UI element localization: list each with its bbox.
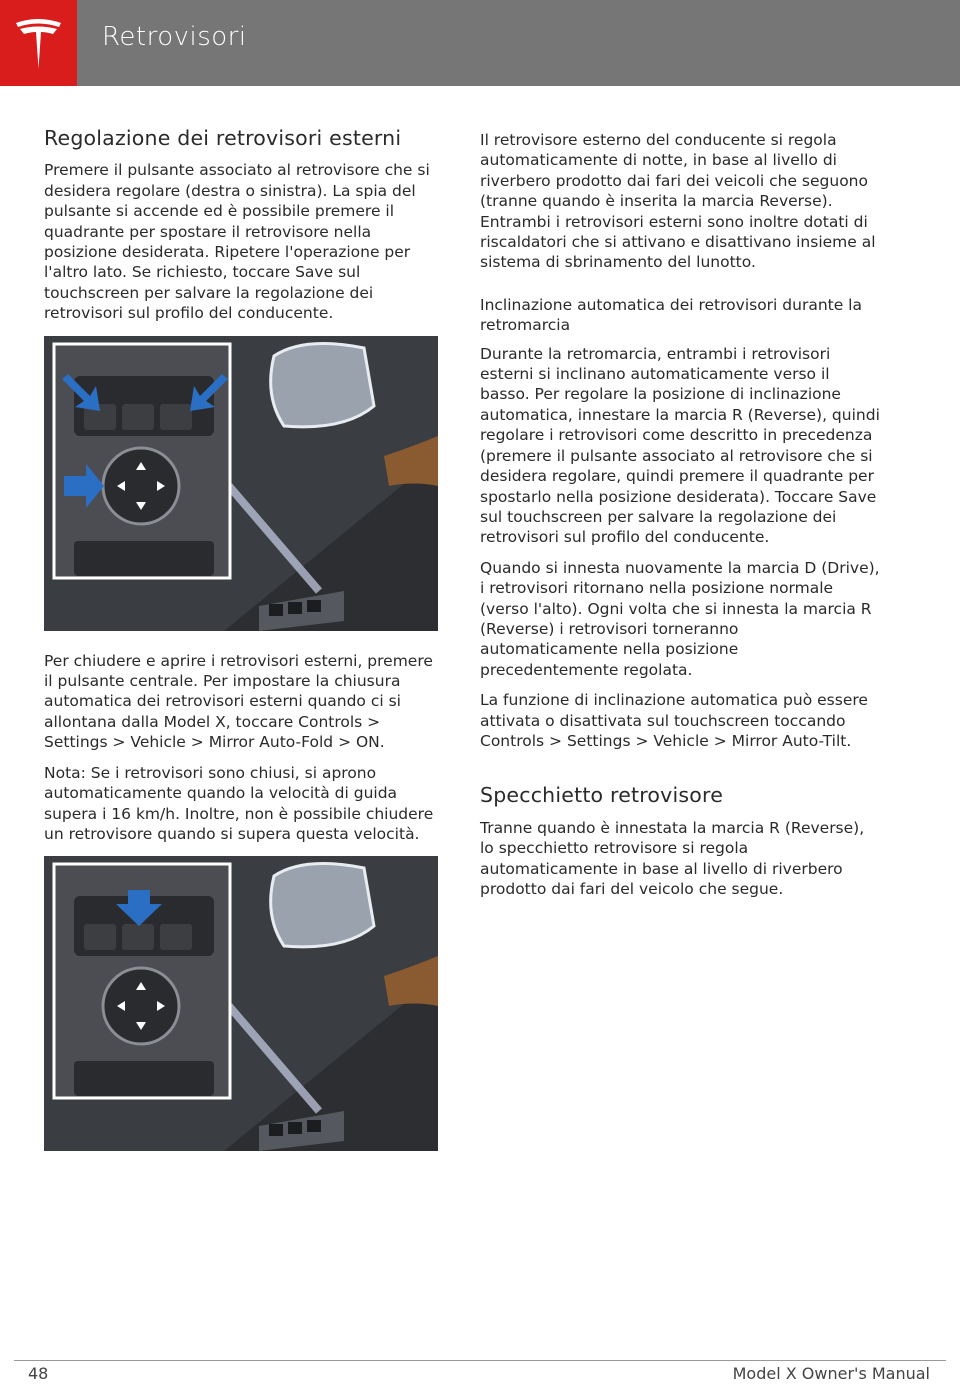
mirror-control-adjust-figure [44,336,438,631]
footer-divider [14,1360,946,1361]
fold-paragraph: Per chiudere e aprire i retrovisori esterni, premere il pulsante centrale. Per impostare la chiusura automatica dei retrovisori esterni quando ci si allontana dalla Model X, toccare Controls > Settings > Vehicle > Mirror Auto-Fold > ON. [44,651,433,752]
page-number: 48 [28,1364,49,1383]
left-column [44,128,440,1171]
tesla-logo-icon [13,17,64,71]
drive-paragraph: Quando si innesta nuovamente la marcia D (Drive), i retrovisori ritornano nella posizione normale (verso l'alto). Ogni volta che si innesta la marcia R (Reverse) i retrovisori torneranno automaticamente nella posizione precedentemente regolata. [480,558,880,679]
manual-title: Model X Owner's Manual [732,1364,930,1383]
rearview-mirror-paragraph: Tranne quando è innestata la marcia R (Reverse), lo specchietto retrovisore si regola automaticamente in base al livello di riverbero prodotto dai fari del veicolo che segue. [480,818,865,898]
auto-tilt-paragraph: Durante la retromarcia, entrambi i retrovisori esterni si inclinano automaticamente verso il basso. Per regolare la posizione di inclinazione automatica, innestare la marcia R (Reverse), quindi regolare i retrovisori come descritto in precedenza (premere il pulsante associato al retrovisore che si desidera regolare, quindi premere il quadrante per spostarlo nella posizione desiderata). Toccare Save sul touchscreen per salvare la regolazione dei retrovisori sul profilo del conducente. [480,344,880,547]
auto-dim-paragraph: Il retrovisore esterno del conducente si regola automaticamente di notte, in base al livello di riverbero prodotto dai fari dei veicoli che seguono (tranne quando è inserita la marcia Reverse). Entrambi i retrovisori esterni sono inoltre dotati di riscaldatori che si attivano e disattivano insieme al sistema di sbrinamento del lunotto. [480,131,876,272]
tesla-logo [0,0,77,86]
auto-tilt-toggle-paragraph: La funzione di inclinazione automatica può essere attivata o disattivata sul touchscreen toccando Controls > Settings > Vehicle > Mirror Auto-Tilt. [480,691,868,750]
auto-tilt-subheading: Inclinazione automatica dei retrovisori durante la retromarcia [480,295,862,335]
rearview-mirror-heading: Specchietto retrovisore [480,783,724,808]
section-heading: Regolazione dei retrovisori esterni [44,126,402,150]
mirror-fold-figure [44,856,438,1151]
right-column [480,130,880,909]
intro-paragraph: Premere il pulsante associato al retrovisore che si desidera regolare (destra o sinistra). La spia del pulsante si accende ed è possibile premere il quadrante per spostare il retrovisore nella posizione desiderata. Ripetere l'operazione per l'altro lato. Se richiesto, toccare Save sul touchscreen per salvare la regolazione dei retrovisori sul profilo del conducente. [44,161,430,323]
note-paragraph: Nota: Se i retrovisori sono chiusi, si aprono automaticamente quando la velocità di guida supera i 16 km/h. Inoltre, non è possibile chiudere un retrovisore quando si supera questa velocità. [44,763,434,843]
page-title: Retrovisori [102,22,247,52]
